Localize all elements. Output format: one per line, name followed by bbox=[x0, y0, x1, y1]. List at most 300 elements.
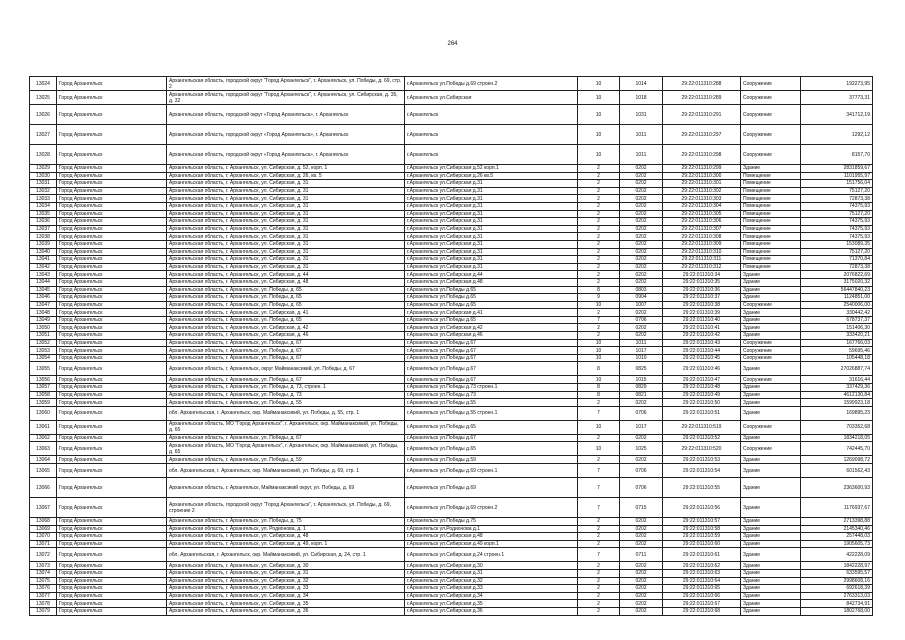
row-number: 13052 bbox=[30, 339, 57, 347]
cadastral-number: 29:22:011310:289 bbox=[663, 91, 741, 105]
row-number: 13029 bbox=[30, 165, 57, 173]
table-row bbox=[30, 332, 873, 340]
cadastral-value: 75127,20 bbox=[801, 187, 873, 195]
row-number: 13028 bbox=[30, 145, 57, 165]
full-address: Архангельская область, г. Архангельск, ул. Сибирская, д. 31 bbox=[167, 225, 405, 233]
object-kind: Здание bbox=[741, 478, 801, 498]
group-code: 7 bbox=[578, 316, 620, 324]
row-number: 13026 bbox=[30, 105, 57, 125]
short-address: г.Архангельск ул.Сибирская д.31 bbox=[405, 187, 578, 195]
municipality: Город Архангельск bbox=[57, 271, 167, 279]
cadastral-value: 1802768,00 bbox=[801, 607, 873, 615]
type-code: 0202 bbox=[620, 607, 663, 615]
table-row bbox=[30, 77, 873, 91]
table-row bbox=[30, 91, 873, 105]
object-kind: Сооружение bbox=[741, 91, 801, 105]
row-number: 13076 bbox=[30, 585, 57, 593]
municipality: Город Архангельск bbox=[57, 77, 167, 91]
type-code: 0202 bbox=[620, 240, 663, 248]
type-code: 1025 bbox=[620, 442, 663, 456]
row-number: 13062 bbox=[30, 434, 57, 442]
full-address: Архангельская область, г. Архангельск, ул. Победы, д. 59 bbox=[167, 456, 405, 464]
type-code: 0202 bbox=[620, 225, 663, 233]
type-code: 0202 bbox=[620, 577, 663, 585]
group-code: 10 bbox=[578, 145, 620, 165]
row-number: 13054 bbox=[30, 354, 57, 362]
object-kind: Сооружение bbox=[741, 347, 801, 355]
municipality: Город Архангельск bbox=[57, 145, 167, 165]
row-number: 13053 bbox=[30, 347, 57, 355]
group-code: 10 bbox=[578, 91, 620, 105]
municipality: Город Архангельск bbox=[57, 456, 167, 464]
table-row bbox=[30, 569, 873, 577]
cadastral-value: 2540006,00 bbox=[801, 301, 873, 309]
row-number: 13070 bbox=[30, 533, 57, 541]
type-code: 0706 bbox=[620, 478, 663, 498]
cadastral-number: 29:22:011310:43 bbox=[663, 339, 741, 347]
object-kind: Здание bbox=[741, 533, 801, 541]
full-address: Архангельская область, г. Архангельск, ул. Сибирская, д. 31 bbox=[167, 240, 405, 248]
cadastral-value: 1834218,05 bbox=[801, 434, 873, 442]
cadastral-number: 29:22:011310:67 bbox=[663, 600, 741, 608]
full-address: обл. Архангельская, г. Архангельск, окр. Майманаксикий, ул. Победы, д. 69, стр. 1 bbox=[167, 464, 405, 478]
table-row bbox=[30, 309, 873, 317]
table-row bbox=[30, 145, 873, 165]
object-kind: Здание bbox=[741, 585, 801, 593]
short-address: г.Архангельск ул.Сибирская д.33 bbox=[405, 585, 578, 593]
short-address: г.Архангельск ул.Победы д.65 bbox=[405, 420, 578, 434]
short-address: г.Архангельск ул.Сибирская д.26 кв.5 bbox=[405, 172, 578, 180]
cadastral-value: 4612130,84 bbox=[801, 391, 873, 399]
type-code: 1018 bbox=[620, 91, 663, 105]
object-kind: Помещение bbox=[741, 248, 801, 256]
type-code: 1007 bbox=[620, 301, 663, 309]
municipality: Город Архангельск bbox=[57, 202, 167, 210]
full-address: Архангельская область, г. Архангельск, ул. Победы, д. 67 bbox=[167, 347, 405, 355]
object-kind: Здание bbox=[741, 577, 801, 585]
group-code: 10 bbox=[578, 354, 620, 362]
full-address: Архангельская область, г. Архангельск, округ Майманаксикий, ул. Победы, д. 67 bbox=[167, 362, 405, 376]
short-address: г.Архангельск ул.Сибирская д.32 bbox=[405, 577, 578, 585]
cadastral-number: 29:22:011310:520 bbox=[663, 442, 741, 456]
object-kind: Здание bbox=[741, 434, 801, 442]
cadastral-register-table bbox=[29, 76, 873, 616]
cadastral-value: 59695,46 bbox=[801, 347, 873, 355]
municipality: Город Архангельск bbox=[57, 434, 167, 442]
type-code: 0202 bbox=[620, 172, 663, 180]
group-code: 2 bbox=[578, 332, 620, 340]
cadastral-value: 56447840,23 bbox=[801, 286, 873, 294]
group-code: 8 bbox=[578, 362, 620, 376]
group-code: 2 bbox=[578, 577, 620, 585]
municipality: Город Архангельск bbox=[57, 240, 167, 248]
type-code: 0202 bbox=[620, 233, 663, 241]
full-address: Архангельская область, г. Архангельск, ул. Сибирская, д. 32 bbox=[167, 577, 405, 585]
type-code: 0825 bbox=[620, 362, 663, 376]
short-address: г.Архангельск ул.Сибирская д.30 bbox=[405, 562, 578, 570]
full-address: Архангельская область, городской округ "Город Архангельск", г. Архангельск, ул. Победы, д. 69, строение 2 bbox=[167, 498, 405, 518]
table-row bbox=[30, 518, 873, 526]
type-code: 0711 bbox=[620, 548, 663, 562]
row-number: 13032 bbox=[30, 187, 57, 195]
municipality: Город Архангельск bbox=[57, 248, 167, 256]
cadastral-value: 31616,44 bbox=[801, 376, 873, 384]
row-number: 13024 bbox=[30, 77, 57, 91]
full-address: Архангельская область, г. Архангельск, ул. Сибирская, д. 31 bbox=[167, 187, 405, 195]
object-kind: Здание bbox=[741, 399, 801, 407]
row-number: 13051 bbox=[30, 332, 57, 340]
group-code: 2 bbox=[578, 225, 620, 233]
object-kind: Здание bbox=[741, 607, 801, 615]
type-code: 0202 bbox=[620, 195, 663, 203]
full-address: Архангельская область, г. Архангельск, ул. Сибирская, д. 31 bbox=[167, 195, 405, 203]
object-kind: Помещение bbox=[741, 202, 801, 210]
row-number: 13047 bbox=[30, 301, 57, 309]
cadastral-value: 3175020,32 bbox=[801, 278, 873, 286]
short-address: г.Архангельск bbox=[405, 105, 578, 125]
type-code: 0202 bbox=[620, 202, 663, 210]
group-code: 7 bbox=[578, 406, 620, 420]
municipality: Город Архангельск bbox=[57, 233, 167, 241]
cadastral-number: 29:22:011310:57 bbox=[663, 518, 741, 526]
cadastral-value: 37773,31 bbox=[801, 91, 873, 105]
group-code: 10 bbox=[578, 339, 620, 347]
cadastral-number: 29:22:011310:36 bbox=[663, 286, 741, 294]
full-address: Архангельская область, г. Архангельск, ул. Сибирская, д. 48 bbox=[167, 278, 405, 286]
row-number: 13037 bbox=[30, 225, 57, 233]
object-kind: Сооружение bbox=[741, 145, 801, 165]
row-number: 13065 bbox=[30, 464, 57, 478]
group-code: 2 bbox=[578, 399, 620, 407]
row-number: 13045 bbox=[30, 286, 57, 294]
cadastral-value: 153089,35 bbox=[801, 240, 873, 248]
type-code: 0202 bbox=[620, 518, 663, 526]
cadastral-number: 29:22:011310:66 bbox=[663, 592, 741, 600]
object-kind: Здание bbox=[741, 309, 801, 317]
cadastral-value: 257448,03 bbox=[801, 533, 873, 541]
table-row bbox=[30, 607, 873, 615]
cadastral-value: 2998608,16 bbox=[801, 577, 873, 585]
object-kind: Здание bbox=[741, 294, 801, 302]
row-number: 13036 bbox=[30, 218, 57, 226]
table-row bbox=[30, 391, 873, 399]
full-address: Архангельская область, г. Архангельск, ул. Победы, д. 67 bbox=[167, 339, 405, 347]
row-number: 13058 bbox=[30, 391, 57, 399]
object-kind: Помещение bbox=[741, 263, 801, 271]
full-address: Архангельская область, г. Архангельск, ул. Родионова, д. 1 bbox=[167, 525, 405, 533]
short-address: г.Архангельск ул.Сибирская д.31 bbox=[405, 195, 578, 203]
short-address: г.Архангельск ул.Сибирская bbox=[405, 91, 578, 105]
type-code: 0202 bbox=[620, 562, 663, 570]
municipality: Город Архангельск bbox=[57, 498, 167, 518]
cadastral-value: 2363600,93 bbox=[801, 478, 873, 498]
full-address: Архангельская область, г. Архангельск, ул. Сибирская, д. 34 bbox=[167, 592, 405, 600]
group-code: 2 bbox=[578, 195, 620, 203]
cadastral-value: 422228,09 bbox=[801, 548, 873, 562]
cadastral-number: 29:22:011310:52 bbox=[663, 434, 741, 442]
row-number: 13066 bbox=[30, 478, 57, 498]
group-code: 2 bbox=[578, 210, 620, 218]
group-code: 2 bbox=[578, 256, 620, 264]
short-address: г.Архангельск ул.Сибирская д.35 bbox=[405, 600, 578, 608]
cadastral-number: 29:22:011310:39 bbox=[663, 309, 741, 317]
municipality: Город Архангельск bbox=[57, 165, 167, 173]
table-row bbox=[30, 562, 873, 570]
cadastral-value: 151406,30 bbox=[801, 324, 873, 332]
cadastral-number: 29:22:011310:44 bbox=[663, 347, 741, 355]
table-row bbox=[30, 339, 873, 347]
short-address: г.Архангельск ул.Сибирская д.31 bbox=[405, 218, 578, 226]
object-kind: Здание bbox=[741, 456, 801, 464]
group-code: 2 bbox=[578, 456, 620, 464]
short-address: г.Архангельск ул.Сибирская д.31 bbox=[405, 202, 578, 210]
object-kind: Здание bbox=[741, 278, 801, 286]
cadastral-value: 1905605,73 bbox=[801, 540, 873, 548]
object-kind: Помещение bbox=[741, 180, 801, 188]
type-code: 0706 bbox=[620, 406, 663, 420]
object-kind: Сооружение bbox=[741, 125, 801, 145]
row-number: 13073 bbox=[30, 562, 57, 570]
type-code: 0715 bbox=[620, 498, 663, 518]
group-code: 2 bbox=[578, 585, 620, 593]
table-row bbox=[30, 301, 873, 309]
type-code: 0202 bbox=[620, 309, 663, 317]
table-row bbox=[30, 420, 873, 434]
type-code: 0202 bbox=[620, 569, 663, 577]
table-row bbox=[30, 240, 873, 248]
cadastral-value: 151756,04 bbox=[801, 180, 873, 188]
municipality: Город Архангельск bbox=[57, 384, 167, 392]
cadastral-value: 2076822,69 bbox=[801, 271, 873, 279]
type-code: 0202 bbox=[620, 210, 663, 218]
group-code: 7 bbox=[578, 548, 620, 562]
object-kind: Здание bbox=[741, 464, 801, 478]
type-code: 0202 bbox=[620, 525, 663, 533]
cadastral-number: 29:22:011310:59 bbox=[663, 533, 741, 541]
cadastral-number: 29:22:011310:50 bbox=[663, 399, 741, 407]
cadastral-value: 74375,93 bbox=[801, 225, 873, 233]
object-kind: Помещение bbox=[741, 225, 801, 233]
type-code: 1014 bbox=[620, 77, 663, 91]
cadastral-number: 29:22:011310:60 bbox=[663, 540, 741, 548]
full-address: Архангельская область, г. Архангельск, ул. Сибирская, д. 31 bbox=[167, 248, 405, 256]
full-address: Архангельская область, г. Архангельск, ул. Победы, д. 73, строен. 1 bbox=[167, 384, 405, 392]
cadastral-value: 72873,38 bbox=[801, 195, 873, 203]
cadastral-value: 842734,91 bbox=[801, 600, 873, 608]
municipality: Город Архангельск bbox=[57, 125, 167, 145]
short-address: г.Архангельск ул.Сибирская д.52 корп.1 bbox=[405, 165, 578, 173]
short-address: г.Архангельск ул.Сибирская д.44 bbox=[405, 271, 578, 279]
table-row bbox=[30, 263, 873, 271]
type-code: 0202 bbox=[620, 434, 663, 442]
type-code: 1017 bbox=[620, 347, 663, 355]
group-code: 7 bbox=[578, 478, 620, 498]
row-number: 13071 bbox=[30, 540, 57, 548]
group-code: 2 bbox=[578, 233, 620, 241]
cadastral-number: 29:22:011310:64 bbox=[663, 577, 741, 585]
table-row bbox=[30, 187, 873, 195]
table-row bbox=[30, 256, 873, 264]
full-address: Архангельская область, г. Архангельск, ул. Сибирская, д. 31 bbox=[167, 210, 405, 218]
municipality: Город Архангельск bbox=[57, 105, 167, 125]
full-address: Архангельская область, г. Архангельск, ул. Сибирская, д. 48 bbox=[167, 533, 405, 541]
short-address: г.Архангельск ул.Сибирская д.34 bbox=[405, 592, 578, 600]
object-kind: Сооружение bbox=[741, 420, 801, 434]
object-kind: Здание bbox=[741, 569, 801, 577]
object-kind: Сооружение bbox=[741, 442, 801, 456]
municipality: Город Архангельск bbox=[57, 354, 167, 362]
object-kind: Помещение bbox=[741, 172, 801, 180]
municipality: Город Архангельск bbox=[57, 301, 167, 309]
municipality: Город Архангельск bbox=[57, 548, 167, 562]
type-code: 1011 bbox=[620, 125, 663, 145]
municipality: Город Архангельск bbox=[57, 442, 167, 456]
row-number: 13046 bbox=[30, 294, 57, 302]
type-code: 1015 bbox=[620, 376, 663, 384]
table-row bbox=[30, 525, 873, 533]
full-address: Архангельская область, г. Архангельск, ул. Сибирская, д. 30 bbox=[167, 562, 405, 570]
cadastral-number: 29:22:011310:309 bbox=[663, 240, 741, 248]
full-address: Архангельская область, г. Архангельск, ул. Сибирская, д. 49, корп. 1 bbox=[167, 540, 405, 548]
full-address: Архангельская область, г. Архангельск, ул. Сибирская, д. 46 bbox=[167, 332, 405, 340]
cadastral-number: 29:22:011310:63 bbox=[663, 569, 741, 577]
cadastral-number: 29:22:011310:310 bbox=[663, 248, 741, 256]
group-code: 10 bbox=[578, 347, 620, 355]
full-address: Архангельская область, г. Архангельск, ул. Победы, д. 67 bbox=[167, 434, 405, 442]
row-number: 13043 bbox=[30, 271, 57, 279]
group-code: 10 bbox=[578, 420, 620, 434]
table-row bbox=[30, 218, 873, 226]
cadastral-number: 29:22:011310:305 bbox=[663, 210, 741, 218]
cadastral-value: 72873,38 bbox=[801, 263, 873, 271]
type-code: 0202 bbox=[620, 332, 663, 340]
short-address: г.Архангельск ул.Победы д.69 bbox=[405, 478, 578, 498]
cadastral-number: 29:22:011310:45 bbox=[663, 354, 741, 362]
municipality: Город Архангельск bbox=[57, 332, 167, 340]
cadastral-number: 29:22:011310:300 bbox=[663, 172, 741, 180]
full-address: Архангельская область, городской округ "Город Архангельск", г. Архангельск, ул. Сибирская, д. 35, д. 32 bbox=[167, 91, 405, 105]
type-code: 0829 bbox=[620, 384, 663, 392]
full-address: Архангельская область, г. Архангельск, ул. Сибирская, д. 31 bbox=[167, 218, 405, 226]
short-address: г.Архангельск ул.Сибирская д.31 bbox=[405, 256, 578, 264]
group-code: 2 bbox=[578, 263, 620, 271]
table-row bbox=[30, 225, 873, 233]
table-row bbox=[30, 362, 873, 376]
short-address: г.Архангельск ул.Сибирская д.48 bbox=[405, 533, 578, 541]
group-code: 2 bbox=[578, 309, 620, 317]
type-code: 0202 bbox=[620, 600, 663, 608]
table-row bbox=[30, 180, 873, 188]
full-address: Архангельская область, городской округ «Город Архангельск», г. Архангельск bbox=[167, 105, 405, 125]
row-number: 13034 bbox=[30, 202, 57, 210]
cadastral-number: 29:22:011310:49 bbox=[663, 391, 741, 399]
cadastral-number: 29:22:011310:37 bbox=[663, 294, 741, 302]
full-address: Архангельская область, г. Архангельск, ул. Победы, д. 55 bbox=[167, 399, 405, 407]
municipality: Город Архангельск bbox=[57, 399, 167, 407]
object-kind: Сооружение bbox=[741, 339, 801, 347]
short-address: г.Архангельск ул.Победы д.67 bbox=[405, 339, 578, 347]
group-code: 2 bbox=[578, 202, 620, 210]
cadastral-value: 330442,42 bbox=[801, 309, 873, 317]
row-number: 13040 bbox=[30, 248, 57, 256]
full-address: Архангельская область, г. Архангельск, ул. Победы, д. 65 bbox=[167, 294, 405, 302]
short-address: г.Архангельск ул.Победы д.67 bbox=[405, 354, 578, 362]
table-row bbox=[30, 585, 873, 593]
row-number: 13030 bbox=[30, 172, 57, 180]
object-kind: Здание bbox=[741, 525, 801, 533]
cadastral-number: 29:22:011310:41 bbox=[663, 324, 741, 332]
row-number: 13025 bbox=[30, 91, 57, 105]
table-row bbox=[30, 577, 873, 585]
cadastral-number: 29:22:011310:307 bbox=[663, 225, 741, 233]
table-row bbox=[30, 384, 873, 392]
row-number: 13064 bbox=[30, 456, 57, 464]
cadastral-value: 75127,20 bbox=[801, 210, 873, 218]
cadastral-number: 29:22:011310:308 bbox=[663, 233, 741, 241]
full-address: Архангельская область, г. Архангельск, ул. Сибирская, д. 31 bbox=[167, 263, 405, 271]
table-row bbox=[30, 354, 873, 362]
cadastral-value: 192273,95 bbox=[801, 77, 873, 91]
short-address: г.Архангельск ул.Сибирская д.31 bbox=[405, 248, 578, 256]
short-address: г.Архангельск ул.Победы д.73 bbox=[405, 391, 578, 399]
object-kind: Здание bbox=[741, 165, 801, 173]
type-code: 0202 bbox=[620, 456, 663, 464]
object-kind: Помещение bbox=[741, 187, 801, 195]
cadastral-value: 633595,57 bbox=[801, 569, 873, 577]
table-row bbox=[30, 464, 873, 478]
object-kind: Здание bbox=[741, 540, 801, 548]
row-number: 13060 bbox=[30, 406, 57, 420]
full-address: Архангельская область, г. Архангельск, ул. Победы, д. 65 bbox=[167, 301, 405, 309]
municipality: Город Архангельск bbox=[57, 286, 167, 294]
row-number: 13078 bbox=[30, 600, 57, 608]
short-address: г.Архангельск ул.Сибирская д.31 bbox=[405, 569, 578, 577]
type-code: 0202 bbox=[620, 180, 663, 188]
object-kind: Сооружение bbox=[741, 105, 801, 125]
short-address: г.Архангельск ул.Победы д.67 bbox=[405, 347, 578, 355]
short-address: г.Архангельск ул.Сибирская д.46 bbox=[405, 332, 578, 340]
municipality: Город Архангельск bbox=[57, 406, 167, 420]
group-code: 2 bbox=[578, 165, 620, 173]
group-code: 8 bbox=[578, 384, 620, 392]
object-kind: Здание bbox=[741, 362, 801, 376]
row-number: 13069 bbox=[30, 525, 57, 533]
group-code: 2 bbox=[578, 324, 620, 332]
cadastral-number: 29:22:011310:62 bbox=[663, 562, 741, 570]
group-code: 2 bbox=[578, 562, 620, 570]
short-address: г.Архангельск ул.Победы д.59 bbox=[405, 456, 578, 464]
cadastral-value: 2145340,46 bbox=[801, 525, 873, 533]
cadastral-number: 29:22:011310:35 bbox=[663, 278, 741, 286]
table-row bbox=[30, 316, 873, 324]
short-address: г.Архангельск ул.Сибирская д.31 bbox=[405, 225, 578, 233]
municipality: Город Архангельск bbox=[57, 210, 167, 218]
cadastral-number: 29:22:011310:55 bbox=[663, 478, 741, 498]
group-code: 2 bbox=[578, 600, 620, 608]
short-address: г.Архангельск ул.Победы д.69 строен.1 bbox=[405, 464, 578, 478]
full-address: Архангельская область, г. Архангельск, ул. Сибирская, д. 41 bbox=[167, 309, 405, 317]
short-address: г.Архангельск ул.Победы д.65 bbox=[405, 316, 578, 324]
full-address: Архангельская область, г. Архангельск, ул. Сибирская, д. 31 bbox=[167, 256, 405, 264]
group-code: 7 bbox=[578, 498, 620, 518]
table-row bbox=[30, 286, 873, 294]
table-row bbox=[30, 195, 873, 203]
municipality: Город Архангельск bbox=[57, 533, 167, 541]
municipality: Город Архангельск bbox=[57, 294, 167, 302]
cadastral-value: 1292,12 bbox=[801, 125, 873, 145]
object-kind: Сооружение bbox=[741, 376, 801, 384]
cadastral-value: 1176937,67 bbox=[801, 498, 873, 518]
